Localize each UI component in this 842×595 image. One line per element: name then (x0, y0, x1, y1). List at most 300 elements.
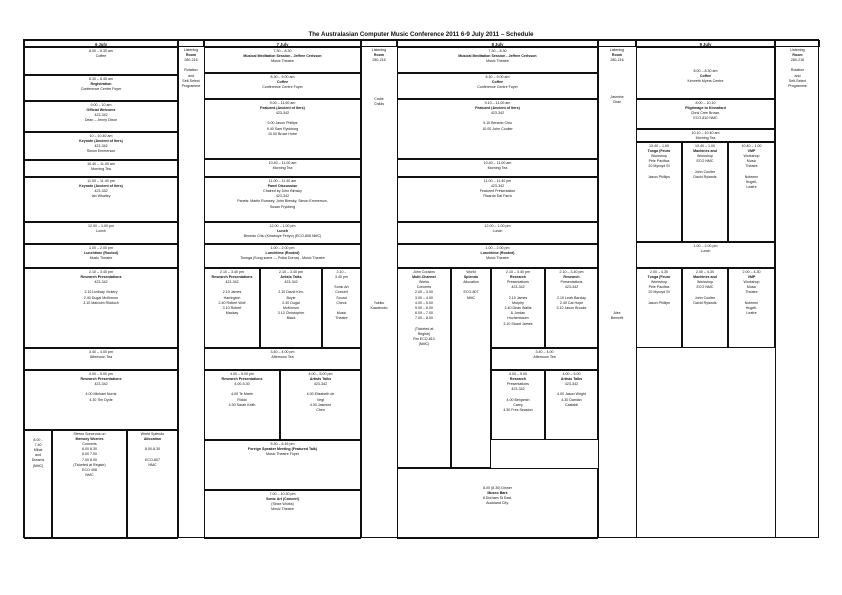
cell-text (26, 350, 176, 360)
cell-text (206, 101, 359, 137)
session-panel-discussion (204, 177, 361, 222)
cell-line: 9.10 – 11.00 am (484, 100, 511, 105)
cell-text (282, 372, 359, 414)
cell-line: 2.10 James (508, 295, 528, 300)
column-divider (178, 40, 179, 537)
cell-line: Conference Centre Foyer (80, 86, 122, 91)
cell-line: Artists Talks (560, 376, 583, 381)
cell-line: 4.00-5.30 (234, 381, 250, 386)
cell-line: Research (509, 376, 527, 381)
cell-line: Official Welcome (86, 107, 116, 112)
cell-line: Hugell- (745, 305, 758, 310)
cell-line: Listening (790, 47, 805, 52)
cell-line: Vegt (316, 397, 325, 402)
cell-line: (Ticketed at Registr) (73, 462, 106, 467)
cell-line: 280-216 (372, 57, 386, 62)
cell-text (26, 77, 176, 93)
cell-text (262, 270, 320, 322)
cell-line: 423-342 (94, 279, 108, 284)
cell-line: 20 Myroyd St (648, 290, 670, 295)
cell-line: Workshop (696, 153, 714, 158)
session-pilgrimage (636, 99, 775, 129)
cell-line: Musical Meditation Session - Jeffree Cerlsson (458, 53, 537, 58)
session-research-presentations (491, 268, 545, 348)
session-artists-talks (260, 268, 322, 348)
cell-line: 3.40 – 4.00 (535, 349, 554, 354)
cell-line: 2.40 Robert Wolf (218, 300, 246, 305)
cell-text (399, 246, 596, 262)
cell-line: Keynote (Ancient of Iters) (79, 183, 123, 188)
cell-line: (NMC) (418, 342, 430, 347)
cell-line: Harrington (223, 295, 241, 300)
cell-line: 423-342 (275, 194, 290, 199)
cell-line: Registration (90, 81, 112, 86)
cell-line: 10 – 10.40 am (89, 133, 113, 138)
cell-line: 2.40 Dugal (282, 300, 300, 305)
cell-line: Bennett (610, 315, 624, 320)
cell-line: 10.40 – 1.00 (741, 143, 762, 148)
session-dinner (397, 468, 598, 539)
cell-line: 423-342 (511, 285, 525, 290)
cell-line: 10.10 – 10.40 am (691, 130, 720, 135)
cell-line: 2.10 Lindsay Vickery (84, 290, 118, 295)
cell-line: Jason Phillips (648, 174, 670, 179)
session-evening (24, 430, 52, 539)
cell-line: Allocation (143, 436, 162, 441)
cell-text (399, 101, 596, 132)
cell-line: Rotation (790, 68, 805, 73)
cell-text (26, 270, 176, 306)
cell-line: 2.10 Leah Barclay (557, 295, 586, 300)
cell-line: Listening (183, 47, 199, 52)
cell-line: 2.40 Cat Hope (559, 300, 584, 305)
cell-text (362, 48, 396, 64)
cell-line: 423-342 (275, 110, 290, 115)
cell-line: Musical Meditation Session - Jeffree Cerlsson (243, 53, 322, 58)
cell-line: 4.30 Jasmine (309, 402, 332, 407)
cell-line: Theatre (745, 164, 758, 169)
cell-text (730, 270, 773, 317)
cell-line: Research (509, 274, 527, 279)
cell-line: Coffee (95, 53, 107, 58)
cell-line: Self-Select (182, 78, 200, 83)
cell-line: 4.00 – 5.00 pm (308, 371, 333, 376)
cell-line: 3.10 Robert (222, 305, 242, 310)
cell-line: 7.00 – 8.00 (415, 316, 433, 321)
cell-line: Mackay (225, 311, 239, 316)
cell-text (26, 246, 176, 262)
cell-line: Featured (Ancient of Iters) (260, 105, 305, 110)
cell-line: 4.00 Benjamin (506, 397, 530, 402)
cell-text (547, 372, 596, 408)
cell-text (26, 103, 176, 124)
cell-line: Lunchtime (Rooted) (84, 250, 118, 255)
cell-line: Boyle (286, 295, 296, 300)
cell-line: Panel Discussion (267, 183, 298, 188)
cell-text (638, 244, 773, 254)
cell-text (206, 372, 278, 408)
cell-line: Riddo (237, 397, 247, 402)
cell-line: 4.00 Te Marie (231, 392, 253, 397)
cell-line: Programme (181, 83, 201, 88)
cell-line: 10.40 – 11.00 am (483, 160, 512, 165)
cell-line: Chen (316, 407, 325, 412)
volunteer-name (598, 94, 636, 114)
cell-line: 8.00 – 8.30 am (693, 68, 718, 73)
cell-line: Self-Select (788, 78, 807, 83)
schedule-table (23, 39, 819, 538)
header-blank (178, 40, 204, 47)
cell-text (599, 311, 635, 321)
session-allocation (127, 430, 178, 539)
cell-line: 1.00 – 2.00 pm (89, 245, 113, 250)
cell-line: 7.40 (34, 442, 42, 447)
cell-line: Room (185, 52, 197, 57)
cell-text (399, 179, 596, 200)
session-research-presentations (545, 268, 598, 348)
session-workshop (728, 268, 775, 348)
cell-line: (NMC) (32, 463, 44, 468)
cell-line: Artists Talks (309, 376, 332, 381)
session-coffee (24, 47, 178, 75)
cell-line: Dean – Jenny Dixon (84, 118, 118, 123)
session-lunch (636, 242, 775, 268)
cell-line: 423-342 (511, 387, 525, 392)
cell-line: Chaired by John Bimsky (263, 188, 302, 193)
cell-line: Conference Centre Foyer (477, 84, 518, 89)
cell-line: 6.00 – 7.00 (415, 311, 433, 316)
cell-text (399, 486, 596, 507)
cell-line: 8.30 – 8.45 am (89, 76, 113, 81)
cell-line: Music (746, 285, 757, 290)
cell-text (26, 134, 176, 155)
day-header-9-july: 9 July (636, 40, 775, 47)
session-official-welcome (24, 101, 178, 132)
cell-line: Chan (612, 99, 622, 104)
cell-line: 2.00 – 4.30 (696, 269, 714, 274)
cell-line: 2.10 – 3.40 pm (506, 269, 530, 274)
cell-line: 3.40 – 4.00 pm (89, 349, 113, 354)
cell-line: 423-342 (94, 143, 108, 148)
cell-line: 3.10 Jason Brooke (556, 305, 587, 310)
cell-line: Noleenn (744, 300, 759, 305)
cell-line: Programme (788, 83, 807, 88)
session-lunchtime (24, 244, 178, 268)
cell-line: Machines and (693, 274, 717, 279)
session-featured-presentation (397, 177, 598, 222)
cell-line: Presentations (507, 381, 529, 386)
cell-line: David Rylands (693, 300, 717, 305)
cell-line: Workshop (650, 153, 668, 158)
cell-line: 2.40 Dugal McKinnon (83, 295, 119, 300)
cell-line: Museo Bars (487, 490, 508, 495)
cell-line: Theatre (335, 316, 348, 321)
session-workshop (682, 268, 728, 348)
cell-line: Splendo (463, 274, 479, 279)
column-divider (598, 40, 599, 537)
cell-line: 423-342 (564, 381, 579, 386)
cell-line: Research Presentations (211, 274, 253, 279)
cell-line: 3.10 Stuart James (503, 321, 533, 326)
cell-line: Pilgrimage to Kinnaford (685, 105, 726, 110)
cell-line: and (35, 453, 41, 458)
cell-line: Jason Phillips (648, 300, 670, 305)
cell-line: 8.30 – 9.00 am (270, 74, 295, 79)
cell-text (684, 144, 726, 180)
session-keynote (24, 177, 178, 222)
cell-text (453, 270, 489, 301)
cell-line: Allocation (463, 279, 479, 284)
cell-line: and (188, 73, 194, 78)
cell-line: 5.30 – 6.45 pm (270, 441, 295, 446)
cell-text (730, 144, 773, 191)
cell-line: Alex (613, 310, 621, 315)
cell-line: 12.00 – 1.00 pm (88, 223, 114, 228)
cell-line: Theatre (745, 290, 758, 295)
cell-text (206, 49, 359, 65)
session-keynote (24, 132, 178, 160)
cell-line: Concerts (82, 441, 97, 446)
cell-line: Machines and (693, 148, 717, 153)
cell-text (399, 224, 596, 234)
cell-line: Benedo Chiu (Kinahoye Fenyo) (ECO-808 NMC) (243, 233, 322, 238)
cell-line: Featured Presentation (479, 188, 516, 193)
cell-line: 4.00 – 5.00 (562, 371, 581, 376)
cell-line: 10.00 John Coulter (482, 126, 513, 131)
cell-text (493, 372, 543, 414)
cell-line: Carey (513, 402, 523, 407)
listening-room-9-july (775, 47, 820, 127)
cell-line: Leafre (746, 311, 757, 316)
cell-line: Conference Centre Foyer (262, 84, 303, 89)
cell-text (638, 131, 773, 141)
cell-line: Codie (374, 96, 384, 101)
cell-line: 8.00 – 8.30 am (89, 48, 113, 53)
session-research-presentations (204, 268, 260, 348)
session-allocation (451, 268, 491, 468)
cell-line: Murphy (512, 300, 524, 305)
cell-line: Workshop (743, 153, 760, 158)
cell-line: Room (792, 52, 803, 57)
session-research-presentations (491, 370, 545, 440)
cell-line: 4.00 – 5.00 (415, 300, 433, 305)
session-meditation (204, 47, 361, 73)
cell-line: Research Presentations (80, 376, 122, 381)
cell-line: Music Theatre Foyer (266, 451, 299, 456)
cell-line: 9.10 Benedo Chiu (483, 121, 512, 126)
cell-text (638, 69, 773, 85)
listening-room-8-july (598, 47, 636, 87)
cell-line: 1.00 – 2.00 pm (485, 245, 510, 250)
session-registration (24, 75, 178, 101)
cell-line: ECO NMC (696, 285, 714, 290)
cell-line: 2.00 – 4.30 (742, 269, 761, 274)
cell-line: World (466, 269, 476, 274)
cell-line: 1.00 – 2.00 pm (270, 245, 295, 250)
volunteer-name (361, 96, 397, 116)
cell-line: 8.00 (8.30) Dinner (483, 485, 512, 490)
cell-line: 3.10 Malcolm Riddoch (83, 300, 119, 305)
cell-line: 9.00 – 10 am (90, 102, 112, 107)
cell-line: Keynote (Ancient of Iters) (79, 138, 123, 143)
cell-line: 11.00 – 11.40 pm (87, 178, 115, 183)
cell-line: (Ticketed at (414, 326, 434, 331)
cell-line: 2.40 Dean Wallis (504, 305, 532, 310)
cell-line: ECO-807 (145, 457, 160, 462)
cell-line: ECO NMC (696, 159, 714, 164)
cell-text (362, 97, 396, 107)
cell-line: Rm ECO-810 (413, 337, 435, 342)
session-lunch (24, 222, 178, 244)
cell-line: 12.00 – 1.00 pm (269, 223, 296, 228)
session-afternoon-tea (491, 348, 598, 370)
cell-line: 4.00 Elizabeth de (306, 392, 335, 397)
cell-line: 2.10 James (222, 290, 242, 295)
cell-text (776, 48, 819, 90)
volunteer-name (361, 300, 397, 320)
cell-line: 2.10 – (336, 269, 347, 274)
cell-line: (Since Works) (271, 501, 294, 506)
cell-line: Workshop (743, 279, 760, 284)
cell-line: Music Theatre (271, 58, 294, 63)
listening-room-6-july (178, 47, 204, 127)
cell-text (54, 432, 125, 479)
session-artists-talks (280, 370, 361, 440)
cell-line: VMP (747, 274, 756, 279)
session-research-presentations (24, 268, 178, 348)
session-afternoon-tea (204, 348, 361, 370)
cell-line: Music (336, 311, 347, 316)
cell-line: and (794, 73, 801, 78)
session-workshop (636, 268, 682, 348)
cell-line: Black (286, 316, 296, 321)
cell-text (399, 270, 449, 348)
cell-line: Childs (374, 101, 384, 106)
cell-line: Music (746, 159, 757, 164)
cell-line: Morning Tea (487, 165, 508, 170)
cell-line: Ian Whalley (91, 194, 111, 199)
cell-line: 423-342 (490, 110, 505, 115)
cell-line: 2.10 David Kim- (278, 290, 304, 295)
cell-line: 4.30 Fres Seaston (503, 407, 533, 412)
page-title: The Australasian Computer Music Conference 2011 6-9 July 2011 – Schedule (308, 31, 534, 38)
cell-line: Yukiko (373, 300, 385, 305)
cell-line: Morning Tea (272, 165, 293, 170)
cell-line: 9.40 Sam Ryckborg (266, 126, 299, 131)
session-coffee (397, 73, 598, 99)
cell-text (399, 161, 596, 171)
cell-line: John Cousins (413, 269, 435, 274)
cell-line: Music Theatre (486, 255, 509, 260)
cell-line: 280-216 (610, 57, 624, 62)
cell-line: 10.40 – 1.00 (695, 143, 715, 148)
cell-line: Workshop (696, 279, 714, 284)
day-header-7-july: 7 July (204, 40, 361, 47)
cell-line: 4.30 Damian (561, 397, 582, 402)
cell-line: McKinnon (283, 305, 299, 310)
cell-line: 2.10 – 3.40 pm (279, 269, 303, 274)
cell-line: NMC (148, 462, 157, 467)
cell-line: 280-216 (184, 57, 198, 62)
cell-line: Rotation (184, 68, 198, 73)
cell-line: Listening (609, 47, 625, 52)
cell-text (206, 224, 359, 240)
cell-line: Lunch (700, 248, 711, 253)
cell-line: Coffee (491, 79, 504, 84)
cell-line: 10.40 – 11.00 am (87, 161, 115, 166)
cell-text (638, 101, 773, 122)
cell-line: 3.40 – 4.00 pm (270, 349, 295, 354)
cell-line: NMC (466, 295, 476, 300)
cell-text (179, 48, 203, 90)
cell-text (206, 246, 359, 262)
cell-text (547, 270, 596, 312)
cell-line: Concert (335, 290, 348, 295)
cell-line: John Coulter (694, 169, 716, 174)
session-featured (204, 99, 361, 159)
cell-line: Lunchtime (Rooted) (265, 250, 300, 255)
cell-line: World Splendo (140, 431, 165, 436)
cell-text (599, 48, 635, 64)
cell-text (26, 224, 176, 234)
cell-line: Presentations (507, 279, 529, 284)
cell-text (26, 179, 176, 200)
cell-line: 423-342 (94, 112, 108, 117)
cell-line: VMP (747, 148, 756, 153)
cell-line: Tonga (Feuro (647, 274, 671, 279)
cell-text (324, 270, 359, 322)
cell-line: 8.30 – 9.00 am (485, 74, 510, 79)
cell-line: 2.10 – 3.40 pm (89, 269, 113, 274)
session-speaker-meeting (204, 440, 361, 490)
cell-line: 2.10 – 3.40 pm (220, 269, 244, 274)
cell-line: Lunchtime (Rooted) (480, 250, 515, 255)
cell-line: Music Theatre (486, 58, 509, 63)
cell-line: Sonic Art (334, 285, 349, 290)
cell-line: 9.00 – 11.00 am (269, 100, 296, 105)
cell-line: 423-342 (225, 279, 239, 284)
header-blank (361, 40, 397, 47)
session-coffee (204, 73, 361, 99)
cell-line: 7.30 – 8.30 (488, 48, 507, 53)
cell-text (206, 350, 359, 360)
session-lunchtime (204, 244, 361, 268)
cell-line: 12.00 – 1.00 pm (484, 223, 511, 228)
cell-line: 3.10 Christopher (277, 311, 305, 316)
session-workshop (636, 142, 682, 242)
cell-text (26, 372, 176, 403)
cell-line: Auckland City. (486, 501, 509, 506)
session-sound-check (322, 268, 361, 348)
cell-line: Memory Worries (75, 436, 104, 441)
cell-line: Panels: Martin Rumsey, John Bimsky, Simon Emmerson, (237, 199, 328, 204)
cell-text (493, 270, 543, 327)
cell-line: Simon Emmerson (86, 149, 116, 154)
cell-line: Coffee (276, 79, 289, 84)
cell-line: Jasmine (610, 94, 624, 99)
cell-line: Afternoon Tea (533, 354, 556, 359)
column-divider (361, 40, 362, 537)
cell-line: 423-342 (313, 381, 328, 386)
cell-line: 4.00 Jason Wright (557, 392, 586, 397)
cell-line: & Jordan (510, 311, 526, 316)
cell-line: ECO-807 (463, 290, 479, 295)
cell-line: Featured (Ancient of Iters) (475, 105, 520, 110)
session-sonic-art-concert (204, 490, 361, 539)
cell-text (206, 75, 359, 91)
cell-line: Dreams (31, 458, 45, 463)
cell-line: Room (373, 52, 385, 57)
